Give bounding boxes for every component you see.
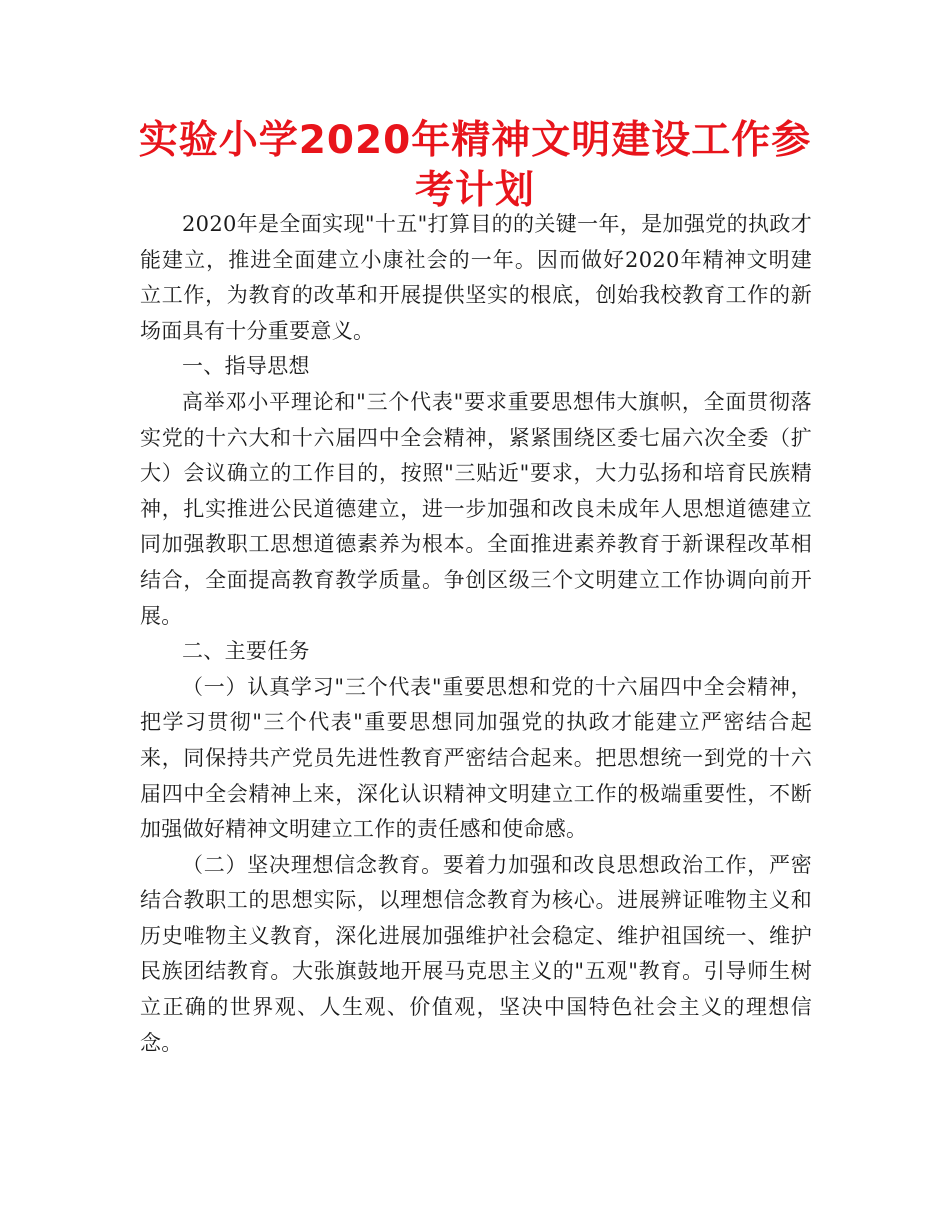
section-heading-guiding-ideology: 一、指导思想	[182, 354, 310, 379]
document-title: 实验小学2020年精神文明建设工作参考计划	[138, 118, 812, 213]
section-heading-main-tasks: 二、主要任务	[182, 639, 310, 664]
paragraph-task-two: （二）坚决理想信念教育。要着力加强和改良思想政治工作，严密结合教职工的思想实际，以理想信念教育为核心。进展辨证唯物主义和历史唯物主义教育，深化进展加强维护社会稳定、维护祖国统一、维护民族团结教育。大张旗鼓地开展马克思主义的"五观"教育。引导师生树立正确的世界观、人生观、价值观，坚决中国特色社会主义的理想信念。	[140, 852, 812, 1055]
paragraph-task-one: （一）认真学习"三个代表"重要思想和党的十六届四中全会精神，把学习贯彻"三个代表"重要思想同加强党的执政才能建立严密结合起来，同保持共产党员先进性教育严密结合起来。把思想统一到党的十六届四中全会精神上来，深化认识精神文明建立工作的极端重要性，不断加强做好精神文明建立工作的责任感和使命感。	[140, 674, 812, 842]
document-body	[140, 207, 812, 1061]
paragraph-intro: 2020年是全面实现"十五"打算目的的关键一年，是加强党的执政才能建立，推进全面建立小康社会的一年。因而做好2020年精神文明建立工作，为教育的改革和开展提供坚实的根底，创始我校教育工作的新场面具有十分重要意义。	[140, 212, 812, 343]
paragraph-guiding-ideology: 高举邓小平理论和"三个代表"要求重要思想伟大旗帜，全面贯彻落实党的十六大和十六届四中全会精神，紧紧围绕区委七届六次全委（扩大）会议确立的工作目的，按照"三贴近"要求，大力弘扬和培育民族精神，扎实推进公民道德建立，进一步加强和改良未成年人思想道德建立同加强教职工思想道德素养为根本。全面推进素养教育于新课程改革相结合，全面提高教育教学质量。争创区级三个文明建立工作协调向前开展。	[140, 389, 812, 628]
